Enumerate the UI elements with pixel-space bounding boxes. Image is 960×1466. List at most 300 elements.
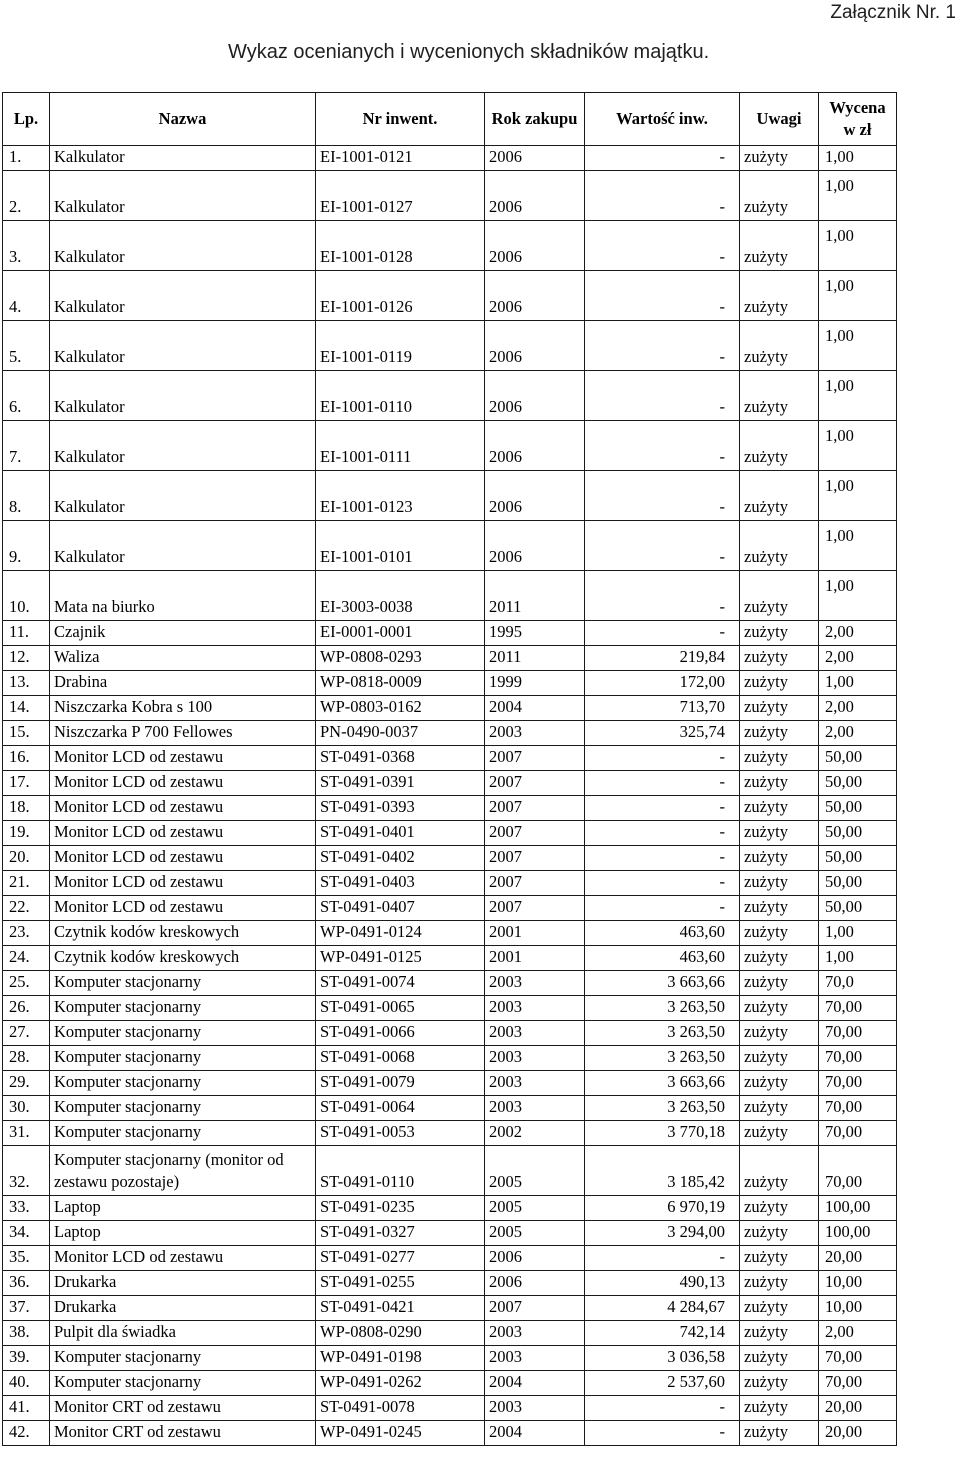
- table-header-row: [3, 93, 897, 146]
- cell-purchase-year: 2006: [485, 1246, 585, 1271]
- table-row: [3, 171, 897, 221]
- annex-label: Załącznik Nr. 1: [830, 2, 956, 23]
- table-row: [3, 696, 897, 721]
- cell-purchase-year: 2003: [485, 1396, 585, 1421]
- cell-name: Komputer stacjonarny: [50, 1021, 316, 1046]
- cell-lp: 4.: [3, 271, 50, 321]
- cell-name: Komputer stacjonarny: [50, 996, 316, 1021]
- header-inventory-value: Wartość inw.: [585, 93, 740, 146]
- cell-purchase-year: 2003: [485, 1071, 585, 1096]
- cell-purchase-year: 2006: [485, 271, 585, 321]
- cell-inventory-number: ST-0491-0277: [316, 1246, 485, 1271]
- cell-inventory-number: EI-1001-0127: [316, 171, 485, 221]
- cell-valuation: 1,00: [819, 521, 897, 571]
- cell-notes: zużyty: [740, 571, 819, 621]
- cell-lp: 7.: [3, 421, 50, 471]
- cell-valuation: 1,00: [819, 271, 897, 321]
- cell-lp: 31.: [3, 1121, 50, 1146]
- table-row: [3, 1121, 897, 1146]
- table-row: [3, 1221, 897, 1246]
- cell-notes: zużyty: [740, 1071, 819, 1096]
- cell-inventory-value: 463,60: [585, 946, 740, 971]
- cell-name: Komputer stacjonarny: [50, 1071, 316, 1096]
- cell-inventory-value: -: [585, 271, 740, 321]
- table-row: [3, 996, 897, 1021]
- cell-lp: 30.: [3, 1096, 50, 1121]
- cell-purchase-year: 2003: [485, 1321, 585, 1346]
- cell-notes: zużyty: [740, 371, 819, 421]
- cell-inventory-number: EI-0001-0001: [316, 621, 485, 646]
- header-purchase-year: Rok zakupu: [485, 93, 585, 146]
- cell-valuation: 50,00: [819, 821, 897, 846]
- cell-valuation: 1,00: [819, 571, 897, 621]
- cell-inventory-value: 325,74: [585, 721, 740, 746]
- cell-purchase-year: 2006: [485, 521, 585, 571]
- header-notes: Uwagi: [740, 93, 819, 146]
- cell-inventory-number: ST-0491-0064: [316, 1096, 485, 1121]
- cell-inventory-value: -: [585, 796, 740, 821]
- cell-purchase-year: 2004: [485, 696, 585, 721]
- cell-inventory-value: 3 185,42: [585, 1146, 740, 1196]
- table-row: [3, 796, 897, 821]
- cell-name: Kalkulator: [50, 521, 316, 571]
- cell-purchase-year: 2007: [485, 771, 585, 796]
- cell-lp: 38.: [3, 1321, 50, 1346]
- cell-inventory-number: WP-0491-0245: [316, 1421, 485, 1446]
- cell-notes: zużyty: [740, 1046, 819, 1071]
- cell-purchase-year: 2006: [485, 321, 585, 371]
- cell-valuation: 50,00: [819, 846, 897, 871]
- table-body: [3, 146, 897, 1446]
- cell-name: Niszczarka Kobra s 100: [50, 696, 316, 721]
- cell-name: Czajnik: [50, 621, 316, 646]
- cell-purchase-year: 2006: [485, 371, 585, 421]
- cell-purchase-year: 2007: [485, 871, 585, 896]
- cell-valuation: 2,00: [819, 646, 897, 671]
- cell-inventory-value: -: [585, 421, 740, 471]
- cell-purchase-year: 1995: [485, 621, 585, 646]
- cell-inventory-number: WP-0491-0124: [316, 921, 485, 946]
- cell-purchase-year: 2007: [485, 896, 585, 921]
- cell-purchase-year: 2005: [485, 1146, 585, 1196]
- cell-inventory-number: WP-0803-0162: [316, 696, 485, 721]
- cell-valuation: 1,00: [819, 171, 897, 221]
- cell-valuation: 50,00: [819, 771, 897, 796]
- cell-notes: zużyty: [740, 1021, 819, 1046]
- cell-inventory-number: ST-0491-0066: [316, 1021, 485, 1046]
- cell-name: Kalkulator: [50, 146, 316, 171]
- cell-name: Monitor CRT od zestawu: [50, 1421, 316, 1446]
- cell-notes: zużyty: [740, 1196, 819, 1221]
- cell-name: Monitor LCD od zestawu: [50, 821, 316, 846]
- cell-inventory-number: EI-1001-0111: [316, 421, 485, 471]
- table-row: [3, 271, 897, 321]
- cell-purchase-year: 2003: [485, 1046, 585, 1071]
- cell-name: Kalkulator: [50, 421, 316, 471]
- cell-inventory-value: -: [585, 171, 740, 221]
- cell-valuation: 100,00: [819, 1196, 897, 1221]
- table-row: [3, 846, 897, 871]
- cell-notes: zużyty: [740, 621, 819, 646]
- cell-inventory-value: 6 970,19: [585, 1196, 740, 1221]
- cell-inventory-number: WP-0808-0293: [316, 646, 485, 671]
- cell-notes: zużyty: [740, 771, 819, 796]
- table-row: [3, 146, 897, 171]
- cell-notes: zużyty: [740, 646, 819, 671]
- cell-valuation: 50,00: [819, 871, 897, 896]
- cell-valuation: 20,00: [819, 1246, 897, 1271]
- cell-valuation: 70,00: [819, 1371, 897, 1396]
- cell-purchase-year: 2003: [485, 971, 585, 996]
- cell-inventory-number: ST-0491-0078: [316, 1396, 485, 1421]
- cell-inventory-number: WP-0808-0290: [316, 1321, 485, 1346]
- cell-notes: zużyty: [740, 1346, 819, 1371]
- cell-lp: 37.: [3, 1296, 50, 1321]
- cell-inventory-number: ST-0491-0068: [316, 1046, 485, 1071]
- cell-inventory-number: ST-0491-0110: [316, 1146, 485, 1196]
- cell-purchase-year: 2005: [485, 1196, 585, 1221]
- cell-lp: 42.: [3, 1421, 50, 1446]
- table-row: [3, 971, 897, 996]
- cell-notes: zużyty: [740, 1296, 819, 1321]
- cell-name: Monitor LCD od zestawu: [50, 746, 316, 771]
- table-row: [3, 1246, 897, 1271]
- cell-notes: zużyty: [740, 221, 819, 271]
- cell-name: Monitor LCD od zestawu: [50, 871, 316, 896]
- cell-inventory-number: EI-1001-0128: [316, 221, 485, 271]
- cell-lp: 36.: [3, 1271, 50, 1296]
- cell-purchase-year: 2001: [485, 921, 585, 946]
- cell-lp: 13.: [3, 671, 50, 696]
- table-row: [3, 471, 897, 521]
- table-row: [3, 1421, 897, 1446]
- cell-inventory-value: 3 263,50: [585, 1096, 740, 1121]
- cell-lp: 6.: [3, 371, 50, 421]
- cell-notes: zużyty: [740, 696, 819, 721]
- table-row: [3, 821, 897, 846]
- cell-valuation: 50,00: [819, 746, 897, 771]
- cell-lp: 11.: [3, 621, 50, 646]
- cell-valuation: 2,00: [819, 696, 897, 721]
- cell-inventory-value: -: [585, 321, 740, 371]
- cell-inventory-value: -: [585, 746, 740, 771]
- cell-purchase-year: 1999: [485, 671, 585, 696]
- cell-notes: zużyty: [740, 871, 819, 896]
- cell-valuation: 1,00: [819, 471, 897, 521]
- cell-name: Monitor CRT od zestawu: [50, 1396, 316, 1421]
- cell-name: Monitor LCD od zestawu: [50, 1246, 316, 1271]
- cell-notes: zużyty: [740, 996, 819, 1021]
- cell-valuation: 2,00: [819, 621, 897, 646]
- header-valuation: Wycena w zł: [819, 93, 897, 146]
- cell-lp: 20.: [3, 846, 50, 871]
- cell-notes: zużyty: [740, 1096, 819, 1121]
- table-row: [3, 1146, 897, 1196]
- table-row: [3, 746, 897, 771]
- cell-name: Komputer stacjonarny: [50, 1096, 316, 1121]
- cell-notes: zużyty: [740, 521, 819, 571]
- header-lp: Lp.: [3, 93, 50, 146]
- table-row: [3, 1021, 897, 1046]
- table-row: [3, 1271, 897, 1296]
- cell-valuation: 1,00: [819, 921, 897, 946]
- cell-valuation: 20,00: [819, 1421, 897, 1446]
- cell-purchase-year: 2007: [485, 796, 585, 821]
- cell-inventory-value: -: [585, 1396, 740, 1421]
- cell-inventory-value: 4 284,67: [585, 1296, 740, 1321]
- cell-name: Kalkulator: [50, 171, 316, 221]
- cell-valuation: 70,00: [819, 1346, 897, 1371]
- cell-notes: zużyty: [740, 1246, 819, 1271]
- cell-inventory-number: ST-0491-0368: [316, 746, 485, 771]
- cell-inventory-number: ST-0491-0407: [316, 896, 485, 921]
- cell-purchase-year: 2006: [485, 421, 585, 471]
- cell-valuation: 70,00: [819, 1071, 897, 1096]
- cell-purchase-year: 2003: [485, 1096, 585, 1121]
- cell-valuation: 1,00: [819, 146, 897, 171]
- cell-valuation: 70,00: [819, 1121, 897, 1146]
- cell-notes: zużyty: [740, 796, 819, 821]
- cell-inventory-value: 742,14: [585, 1321, 740, 1346]
- cell-notes: zużyty: [740, 1396, 819, 1421]
- cell-notes: zużyty: [740, 271, 819, 321]
- table-row: [3, 1296, 897, 1321]
- cell-notes: zużyty: [740, 321, 819, 371]
- cell-notes: zużyty: [740, 721, 819, 746]
- table-row: [3, 1046, 897, 1071]
- cell-lp: 32.: [3, 1146, 50, 1196]
- cell-purchase-year: 2002: [485, 1121, 585, 1146]
- cell-lp: 26.: [3, 996, 50, 1021]
- table-row: [3, 721, 897, 746]
- cell-valuation: 100,00: [819, 1221, 897, 1246]
- cell-inventory-value: -: [585, 471, 740, 521]
- cell-name: Komputer stacjonarny: [50, 1046, 316, 1071]
- cell-lp: 21.: [3, 871, 50, 896]
- cell-purchase-year: 2004: [485, 1371, 585, 1396]
- cell-notes: zużyty: [740, 421, 819, 471]
- cell-inventory-value: 463,60: [585, 921, 740, 946]
- cell-notes: zużyty: [740, 171, 819, 221]
- table-row: [3, 321, 897, 371]
- cell-valuation: 70,00: [819, 996, 897, 1021]
- cell-purchase-year: 2006: [485, 221, 585, 271]
- cell-inventory-number: ST-0491-0327: [316, 1221, 485, 1246]
- cell-inventory-value: -: [585, 871, 740, 896]
- cell-lp: 23.: [3, 921, 50, 946]
- cell-inventory-value: -: [585, 821, 740, 846]
- cell-inventory-value: 3 263,50: [585, 996, 740, 1021]
- table-row: [3, 1346, 897, 1371]
- cell-name: Komputer stacjonarny: [50, 1371, 316, 1396]
- cell-inventory-value: -: [585, 1421, 740, 1446]
- cell-purchase-year: 2006: [485, 1271, 585, 1296]
- cell-valuation: 50,00: [819, 796, 897, 821]
- cell-notes: zużyty: [740, 821, 819, 846]
- cell-notes: zużyty: [740, 1271, 819, 1296]
- table-row: [3, 621, 897, 646]
- table-row: [3, 1096, 897, 1121]
- table-row: [3, 521, 897, 571]
- cell-valuation: 70,00: [819, 1021, 897, 1046]
- cell-inventory-number: ST-0491-0403: [316, 871, 485, 896]
- cell-inventory-number: ST-0491-0074: [316, 971, 485, 996]
- cell-inventory-value: 3 263,50: [585, 1021, 740, 1046]
- cell-inventory-number: EI-1001-0123: [316, 471, 485, 521]
- table-row: [3, 1396, 897, 1421]
- assets-table: [2, 92, 897, 1446]
- cell-purchase-year: 2001: [485, 946, 585, 971]
- cell-inventory-value: -: [585, 771, 740, 796]
- cell-lp: 17.: [3, 771, 50, 796]
- cell-valuation: 70,0: [819, 971, 897, 996]
- cell-purchase-year: 2011: [485, 571, 585, 621]
- cell-inventory-value: 2 537,60: [585, 1371, 740, 1396]
- table-row: [3, 1071, 897, 1096]
- cell-name: Monitor LCD od zestawu: [50, 771, 316, 796]
- cell-notes: zużyty: [740, 1146, 819, 1196]
- cell-lp: 9.: [3, 521, 50, 571]
- cell-notes: zużyty: [740, 471, 819, 521]
- table-row: [3, 946, 897, 971]
- cell-lp: 18.: [3, 796, 50, 821]
- cell-name: Drukarka: [50, 1271, 316, 1296]
- cell-notes: zużyty: [740, 1421, 819, 1446]
- cell-purchase-year: 2011: [485, 646, 585, 671]
- cell-valuation: 70,00: [819, 1096, 897, 1121]
- cell-lp: 1.: [3, 146, 50, 171]
- cell-inventory-value: -: [585, 221, 740, 271]
- cell-inventory-value: -: [585, 146, 740, 171]
- cell-inventory-value: 3 294,00: [585, 1221, 740, 1246]
- cell-lp: 28.: [3, 1046, 50, 1071]
- cell-purchase-year: 2007: [485, 821, 585, 846]
- cell-lp: 41.: [3, 1396, 50, 1421]
- cell-lp: 40.: [3, 1371, 50, 1396]
- cell-purchase-year: 2006: [485, 471, 585, 521]
- cell-inventory-number: ST-0491-0391: [316, 771, 485, 796]
- cell-notes: zużyty: [740, 1371, 819, 1396]
- cell-notes: zużyty: [740, 1121, 819, 1146]
- cell-notes: zużyty: [740, 921, 819, 946]
- cell-inventory-value: 3 036,58: [585, 1346, 740, 1371]
- cell-name: Komputer stacjonarny: [50, 1346, 316, 1371]
- cell-valuation: 50,00: [819, 896, 897, 921]
- table-row: [3, 1321, 897, 1346]
- cell-inventory-value: 3 663,66: [585, 1071, 740, 1096]
- cell-name: Monitor LCD od zestawu: [50, 796, 316, 821]
- cell-inventory-number: ST-0491-0255: [316, 1271, 485, 1296]
- cell-purchase-year: 2007: [485, 746, 585, 771]
- cell-name: Kalkulator: [50, 221, 316, 271]
- cell-name: Komputer stacjonarny (monitor od zestawu pozostaje): [50, 1146, 316, 1196]
- cell-inventory-number: ST-0491-0235: [316, 1196, 485, 1221]
- table-row: [3, 1371, 897, 1396]
- cell-inventory-number: EI-3003-0038: [316, 571, 485, 621]
- table-row: [3, 421, 897, 471]
- cell-notes: zużyty: [740, 746, 819, 771]
- cell-notes: zużyty: [740, 1321, 819, 1346]
- cell-lp: 14.: [3, 696, 50, 721]
- cell-lp: 2.: [3, 171, 50, 221]
- cell-name: Kalkulator: [50, 271, 316, 321]
- cell-inventory-number: ST-0491-0402: [316, 846, 485, 871]
- cell-inventory-number: ST-0491-0401: [316, 821, 485, 846]
- cell-inventory-value: 490,13: [585, 1271, 740, 1296]
- cell-inventory-number: PN-0490-0037: [316, 721, 485, 746]
- cell-valuation: 70,00: [819, 1046, 897, 1071]
- cell-name: Komputer stacjonarny: [50, 1121, 316, 1146]
- cell-name: Drabina: [50, 671, 316, 696]
- cell-purchase-year: 2004: [485, 1421, 585, 1446]
- cell-inventory-value: 713,70: [585, 696, 740, 721]
- cell-inventory-number: WP-0818-0009: [316, 671, 485, 696]
- cell-lp: 35.: [3, 1246, 50, 1271]
- cell-inventory-value: -: [585, 896, 740, 921]
- cell-purchase-year: 2003: [485, 1346, 585, 1371]
- cell-notes: zużyty: [740, 671, 819, 696]
- cell-valuation: 2,00: [819, 1321, 897, 1346]
- table-row: [3, 1196, 897, 1221]
- cell-name: Komputer stacjonarny: [50, 971, 316, 996]
- cell-lp: 33.: [3, 1196, 50, 1221]
- cell-lp: 39.: [3, 1346, 50, 1371]
- cell-name: Kalkulator: [50, 371, 316, 421]
- cell-purchase-year: 2003: [485, 721, 585, 746]
- cell-valuation: 1,00: [819, 671, 897, 696]
- cell-notes: zużyty: [740, 146, 819, 171]
- cell-lp: 29.: [3, 1071, 50, 1096]
- cell-inventory-value: -: [585, 621, 740, 646]
- cell-lp: 24.: [3, 946, 50, 971]
- cell-lp: 12.: [3, 646, 50, 671]
- cell-purchase-year: 2007: [485, 1296, 585, 1321]
- cell-inventory-value: 172,00: [585, 671, 740, 696]
- table-row: [3, 921, 897, 946]
- cell-inventory-value: 3 263,50: [585, 1046, 740, 1071]
- cell-name: Laptop: [50, 1221, 316, 1246]
- cell-lp: 8.: [3, 471, 50, 521]
- cell-valuation: 1,00: [819, 946, 897, 971]
- table-row: [3, 571, 897, 621]
- cell-purchase-year: 2007: [485, 846, 585, 871]
- cell-notes: zużyty: [740, 946, 819, 971]
- cell-lp: 19.: [3, 821, 50, 846]
- cell-inventory-number: EI-1001-0126: [316, 271, 485, 321]
- cell-name: Kalkulator: [50, 471, 316, 521]
- cell-purchase-year: 2006: [485, 146, 585, 171]
- cell-lp: 15.: [3, 721, 50, 746]
- cell-valuation: 1,00: [819, 371, 897, 421]
- cell-purchase-year: 2005: [485, 1221, 585, 1246]
- cell-valuation: 1,00: [819, 321, 897, 371]
- cell-valuation: 10,00: [819, 1296, 897, 1321]
- cell-inventory-number: WP-0491-0198: [316, 1346, 485, 1371]
- cell-valuation: 2,00: [819, 721, 897, 746]
- table-row: [3, 671, 897, 696]
- cell-purchase-year: 2006: [485, 171, 585, 221]
- cell-name: Laptop: [50, 1196, 316, 1221]
- cell-name: Monitor LCD od zestawu: [50, 846, 316, 871]
- cell-valuation: 70,00: [819, 1146, 897, 1196]
- cell-name: Mata na biurko: [50, 571, 316, 621]
- cell-name: Niszczarka P 700 Fellowes: [50, 721, 316, 746]
- cell-notes: zużyty: [740, 1221, 819, 1246]
- cell-valuation: 10,00: [819, 1271, 897, 1296]
- header-inventory-number: Nr inwent.: [316, 93, 485, 146]
- cell-inventory-value: -: [585, 521, 740, 571]
- cell-inventory-number: EI-1001-0119: [316, 321, 485, 371]
